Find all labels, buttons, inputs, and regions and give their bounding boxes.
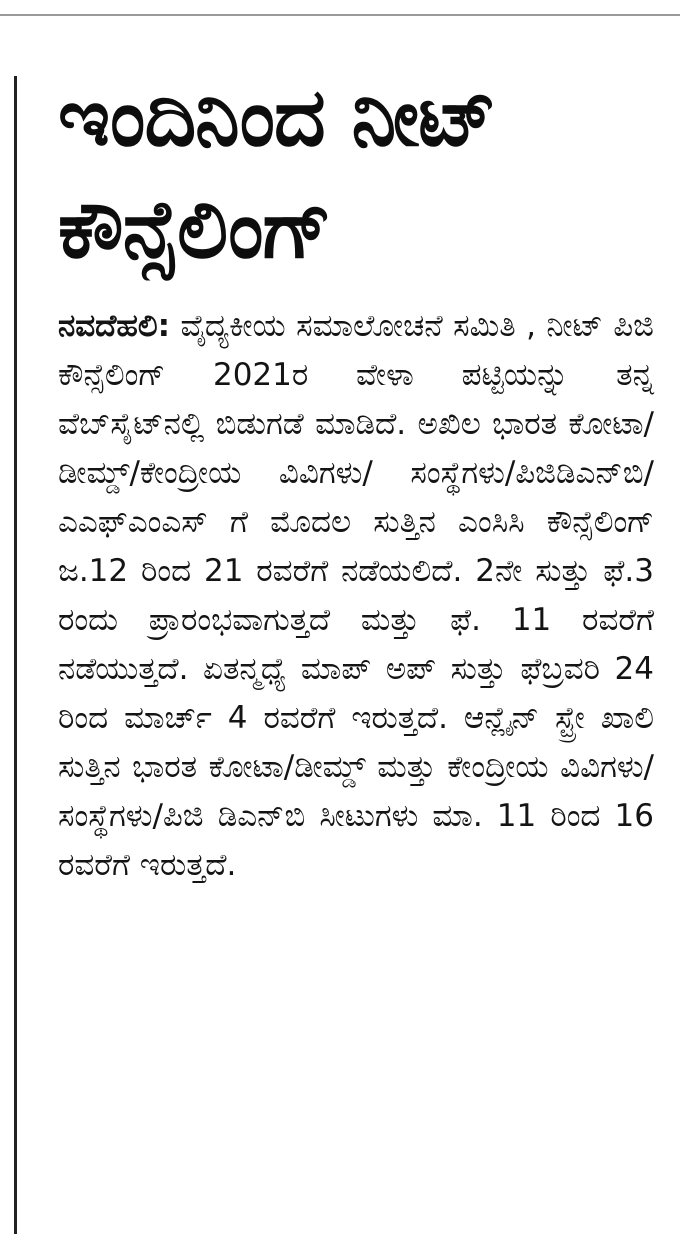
dateline: ನವದೆಹಲಿ: xyxy=(58,308,171,344)
headline-line-2: ಕೌನ್ಸೆಲಿಂಗ್ xyxy=(58,183,331,276)
article-body xyxy=(58,302,654,890)
headline-line-1: ಇಂದಿನಿಂದ ನೀಟ್ xyxy=(58,71,496,164)
news-article xyxy=(58,62,654,921)
article-body-text: ವೈದ್ಯಕೀಯ ಸಮಾಲೋಚನೆ ಸಮಿತಿ , ನೀಟ್ ಪಿಜಿ ಕೌನ್ಸೆಲಿಂಗ್ 2021ರ ವೇಳಾ ಪಟ್ಟಿಯನ್ನು ತನ್ನ ವೆಬ್‌ಸೈಟ್‌ನಲ್ಲಿ ಬಿಡುಗಡೆ ಮಾಡಿದೆ. ಅಖಿಲ ಭಾರತ ಕೋಟಾ/ಡೀಮ್ಡ್/ಕೇಂದ್ರೀಯ ವಿವಿಗಳು/ ಸಂಸ್ಥೆಗಳು/ಪಿಜಿಡಿಎನ್‌ಬಿ/ ಎಎಫ್‌ಎಂಎಸ್ ಗೆ ಮೊದಲ ಸುತ್ತಿನ ಎಂಸಿಸಿ ಕೌನ್ಸೆಲಿಂಗ್ ಜ.12 ರಿಂದ 21 ರವರೆಗೆ ನಡೆಯಲಿದೆ. 2ನೇ ಸುತ್ತು ಫೆ.3 ರಂದು ಪ್ರಾರಂಭವಾಗುತ್ತದೆ ಮತ್ತು ಫೆ. 11 ರವರೆಗೆ ನಡೆಯುತ್ತದೆ. ಏತನ್ಮಧ್ಯೆ ಮಾಪ್ ಅಪ್ ಸುತ್ತು ಫೆಬ್ರವರಿ 24 ರಿಂದ ಮಾರ್ಚ್ 4 ರವರೆಗೆ ಇರುತ್ತದೆ. ಆನ್ಲೈನ್ ಸ್ಟ್ರೇ ಖಾಲಿ ಸುತ್ತಿನ ಭಾರತ ಕೋಟಾ/ಡೀಮ್ಡ್ ಮತ್ತು ಕೇಂದ್ರೀಯ ವಿವಿಗಳು/ಸಂಸ್ಥೆಗಳು/ಪಿಜಿ ಡಿಎನ್‌ಬಿ ಸೀಟುಗಳು ಮಾ. 11 ರಿಂದ 16 ರವರೆಗೆ ಇರುತ್ತದೆ. xyxy=(58,308,654,883)
top-rule xyxy=(0,14,680,16)
headline xyxy=(58,62,654,286)
column-divider-rule xyxy=(14,76,17,1234)
